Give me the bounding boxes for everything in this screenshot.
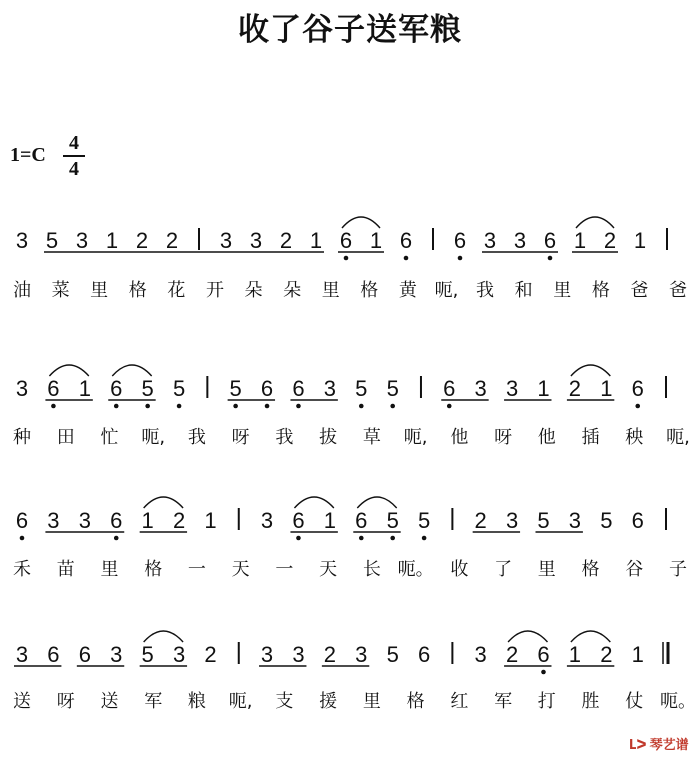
note: 5 bbox=[386, 508, 399, 533]
lower-octave-dot bbox=[114, 536, 119, 541]
note: 3 bbox=[513, 228, 527, 253]
note: 6 bbox=[453, 228, 467, 253]
lyric-char: 忙 bbox=[100, 427, 119, 448]
note: 6 bbox=[355, 508, 368, 533]
lyric-char: 格 bbox=[144, 559, 163, 580]
lyric-char: 他 bbox=[537, 427, 556, 448]
lyric-char: 秧 bbox=[625, 427, 644, 448]
lower-octave-dot bbox=[296, 404, 301, 409]
note: 6 bbox=[399, 228, 413, 253]
lyric-char: 格 bbox=[128, 280, 147, 301]
lyric-char: 呀 bbox=[494, 427, 513, 448]
lower-octave-dot bbox=[114, 404, 119, 409]
note: 1 bbox=[633, 228, 647, 253]
lyric-char: 送 bbox=[13, 691, 31, 712]
lower-octave-dot bbox=[359, 404, 364, 409]
lyric-char: 红 bbox=[450, 691, 469, 712]
lyric-char: 天 bbox=[231, 559, 250, 580]
note: 6 bbox=[631, 376, 644, 401]
note: 5 bbox=[229, 376, 242, 401]
note: 3 bbox=[260, 642, 274, 667]
note: 6 bbox=[537, 642, 550, 667]
lyric-char: 爸 bbox=[630, 280, 649, 301]
note: 1 bbox=[631, 642, 644, 667]
note: 2 bbox=[279, 228, 293, 253]
note: 1 bbox=[537, 376, 550, 401]
lyric-char: 田 bbox=[56, 427, 75, 448]
note: 3 bbox=[15, 642, 29, 667]
note: 1 bbox=[105, 228, 119, 253]
lyric-char: 苗 bbox=[56, 559, 75, 580]
note: 3 bbox=[292, 642, 305, 667]
lower-octave-dot bbox=[541, 670, 546, 675]
site-logo bbox=[628, 734, 689, 753]
note: 3 bbox=[249, 228, 263, 253]
note: 5 bbox=[45, 228, 59, 253]
note: 6 bbox=[47, 376, 60, 401]
note: 1 bbox=[573, 228, 587, 253]
time-signature-top: 4 bbox=[69, 132, 79, 154]
note: 1 bbox=[323, 508, 336, 533]
slur bbox=[144, 631, 183, 642]
lyric-char: 朵 bbox=[283, 280, 302, 301]
slur bbox=[576, 217, 614, 228]
lyric-char: 了 bbox=[494, 559, 513, 580]
lyric-char: 草 bbox=[362, 427, 381, 448]
lower-octave-dot bbox=[390, 536, 395, 541]
lyric-char: 呃, bbox=[403, 427, 428, 448]
slur bbox=[357, 497, 396, 508]
lyric-char: 爸 bbox=[669, 280, 687, 301]
note: 3 bbox=[47, 508, 60, 533]
lyric-char: 军 bbox=[144, 691, 163, 712]
lyric-char: 呃。 bbox=[660, 691, 696, 712]
lyric-char: 朵 bbox=[244, 280, 263, 301]
note: 5 bbox=[355, 376, 368, 401]
lyric-char: 一 bbox=[275, 559, 294, 580]
lower-octave-dot bbox=[177, 404, 182, 409]
note: 6 bbox=[110, 376, 123, 401]
lyric-char: 里 bbox=[90, 280, 109, 301]
score-row bbox=[16, 365, 666, 408]
lyric-char: 里 bbox=[100, 559, 119, 580]
note: 6 bbox=[47, 642, 60, 667]
note: 3 bbox=[260, 508, 274, 533]
lyric-char: 谷 bbox=[625, 559, 644, 580]
slur bbox=[508, 631, 547, 642]
note: 2 bbox=[600, 642, 613, 667]
note: 3 bbox=[75, 228, 89, 253]
note: 3 bbox=[505, 508, 519, 533]
note: 5 bbox=[537, 508, 550, 533]
lyric-char: 开 bbox=[205, 280, 224, 301]
lyric-char: 我 bbox=[476, 280, 495, 301]
note: 6 bbox=[339, 228, 353, 253]
lyric-char: 呃, bbox=[434, 280, 459, 301]
note: 6 bbox=[417, 642, 431, 667]
lower-octave-dot bbox=[458, 256, 463, 261]
song-title: 收了谷子送军粮 bbox=[238, 12, 462, 48]
note: 6 bbox=[78, 642, 91, 667]
slur bbox=[571, 631, 610, 642]
lower-octave-dot bbox=[296, 536, 301, 541]
lyric-char: 天 bbox=[319, 559, 338, 580]
lyric-char: 格 bbox=[360, 280, 379, 301]
note: 5 bbox=[386, 376, 399, 401]
note: 2 bbox=[135, 228, 149, 253]
note: 6 bbox=[631, 508, 644, 533]
note: 3 bbox=[355, 642, 368, 667]
note: 2 bbox=[474, 508, 487, 533]
score-row bbox=[16, 497, 666, 540]
key-signature: 1=C bbox=[10, 144, 46, 166]
note: 1 bbox=[141, 508, 154, 533]
lyric-char: 仗 bbox=[625, 691, 644, 712]
lyric-char: 支 bbox=[275, 691, 294, 712]
note: 5 bbox=[141, 642, 154, 667]
lower-octave-dot bbox=[422, 536, 427, 541]
slur bbox=[342, 217, 380, 228]
lower-octave-dot bbox=[265, 404, 270, 409]
lyric-char: 菜 bbox=[51, 280, 70, 301]
note: 3 bbox=[474, 642, 487, 667]
lower-octave-dot bbox=[390, 404, 395, 409]
note: 1 bbox=[600, 376, 613, 401]
note: 3 bbox=[172, 642, 186, 667]
note: 2 bbox=[603, 228, 617, 253]
lyric-char: 我 bbox=[275, 427, 294, 448]
note: 2 bbox=[568, 376, 582, 401]
lyric-char: 一 bbox=[187, 559, 206, 580]
note: 1 bbox=[78, 376, 91, 401]
lower-octave-dot bbox=[635, 404, 640, 409]
lyric-char: 他 bbox=[450, 427, 469, 448]
note: 6 bbox=[110, 508, 123, 533]
note: 1 bbox=[369, 228, 383, 253]
note: 6 bbox=[15, 508, 29, 533]
note: 3 bbox=[110, 642, 123, 667]
lyric-char: 子 bbox=[669, 559, 687, 580]
lower-octave-dot bbox=[51, 404, 56, 409]
lyric-char: 里 bbox=[553, 280, 572, 301]
lyric-char: 我 bbox=[187, 427, 206, 448]
logo-text: 琴艺谱 bbox=[649, 738, 689, 753]
lyric-char: 呃, bbox=[666, 427, 690, 448]
note: 2 bbox=[172, 508, 186, 533]
note: 3 bbox=[15, 228, 29, 253]
note: 3 bbox=[474, 376, 487, 401]
lyric-char: 种 bbox=[13, 427, 31, 448]
note: 6 bbox=[292, 508, 305, 533]
lyric-char: 格 bbox=[591, 280, 610, 301]
note: 2 bbox=[204, 642, 217, 667]
lyric-char: 黄 bbox=[398, 280, 417, 301]
lower-octave-dot bbox=[233, 404, 238, 409]
note: 5 bbox=[417, 508, 431, 533]
note: 3 bbox=[483, 228, 497, 253]
lyric-char: 呀 bbox=[56, 691, 75, 712]
lower-octave-dot bbox=[404, 256, 409, 261]
note: 1 bbox=[309, 228, 323, 253]
lyric-char: 呀 bbox=[231, 427, 250, 448]
slur bbox=[112, 365, 151, 376]
note: 3 bbox=[219, 228, 233, 253]
note: 1 bbox=[204, 508, 217, 533]
lyric-char: 呃, bbox=[228, 691, 253, 712]
note: 6 bbox=[292, 376, 305, 401]
note: 5 bbox=[600, 508, 613, 533]
lyric-char: 送 bbox=[100, 691, 119, 712]
lyric-char: 收 bbox=[450, 559, 469, 580]
note: 2 bbox=[165, 228, 179, 253]
lyric-char: 里 bbox=[537, 559, 556, 580]
note: 3 bbox=[78, 508, 91, 533]
note: 6 bbox=[443, 376, 456, 401]
lyric-char: 打 bbox=[537, 691, 556, 712]
lyric-char: 花 bbox=[167, 280, 186, 301]
score-row bbox=[14, 631, 668, 674]
lyric-char: 长 bbox=[362, 559, 381, 580]
lyric-char: 里 bbox=[362, 691, 381, 712]
note: 6 bbox=[543, 228, 557, 253]
lyric-char: 援 bbox=[319, 691, 338, 712]
note: 6 bbox=[260, 376, 274, 401]
lower-octave-dot bbox=[548, 256, 553, 261]
lyric-char: 胜 bbox=[581, 691, 600, 712]
note: 3 bbox=[505, 376, 519, 401]
lyric-char: 呃, bbox=[141, 427, 166, 448]
lyric-char: 和 bbox=[514, 280, 533, 301]
slur bbox=[571, 365, 610, 376]
note: 2 bbox=[505, 642, 519, 667]
note: 5 bbox=[172, 376, 186, 401]
lyric-char: 拔 bbox=[319, 427, 338, 448]
slur bbox=[294, 497, 333, 508]
lyric-char: 里 bbox=[321, 280, 340, 301]
lower-octave-dot bbox=[20, 536, 25, 541]
note: 5 bbox=[386, 642, 399, 667]
lyric-char: 军 bbox=[494, 691, 513, 712]
slur bbox=[49, 365, 88, 376]
note: 3 bbox=[15, 376, 29, 401]
slur bbox=[144, 497, 183, 508]
logo-mark-icon: ᒪᐳ bbox=[628, 738, 647, 753]
lyric-char: 禾 bbox=[13, 559, 31, 580]
lower-octave-dot bbox=[344, 256, 349, 261]
lyric-char: 油 bbox=[13, 280, 31, 301]
lyric-char: 格 bbox=[581, 559, 600, 580]
note: 5 bbox=[141, 376, 154, 401]
score-row bbox=[16, 217, 667, 260]
note: 1 bbox=[568, 642, 582, 667]
lower-octave-dot bbox=[447, 404, 452, 409]
time-signature-bottom: 4 bbox=[69, 157, 79, 180]
lyric-char: 格 bbox=[406, 691, 425, 712]
note: 3 bbox=[568, 508, 582, 533]
lyric-char: 插 bbox=[581, 427, 600, 448]
note: 3 bbox=[323, 376, 336, 401]
lyric-char: 粮 bbox=[187, 691, 206, 712]
lower-octave-dot bbox=[145, 404, 150, 409]
lower-octave-dot bbox=[359, 536, 364, 541]
lyric-char: 呃。 bbox=[397, 559, 434, 580]
note: 2 bbox=[323, 642, 336, 667]
